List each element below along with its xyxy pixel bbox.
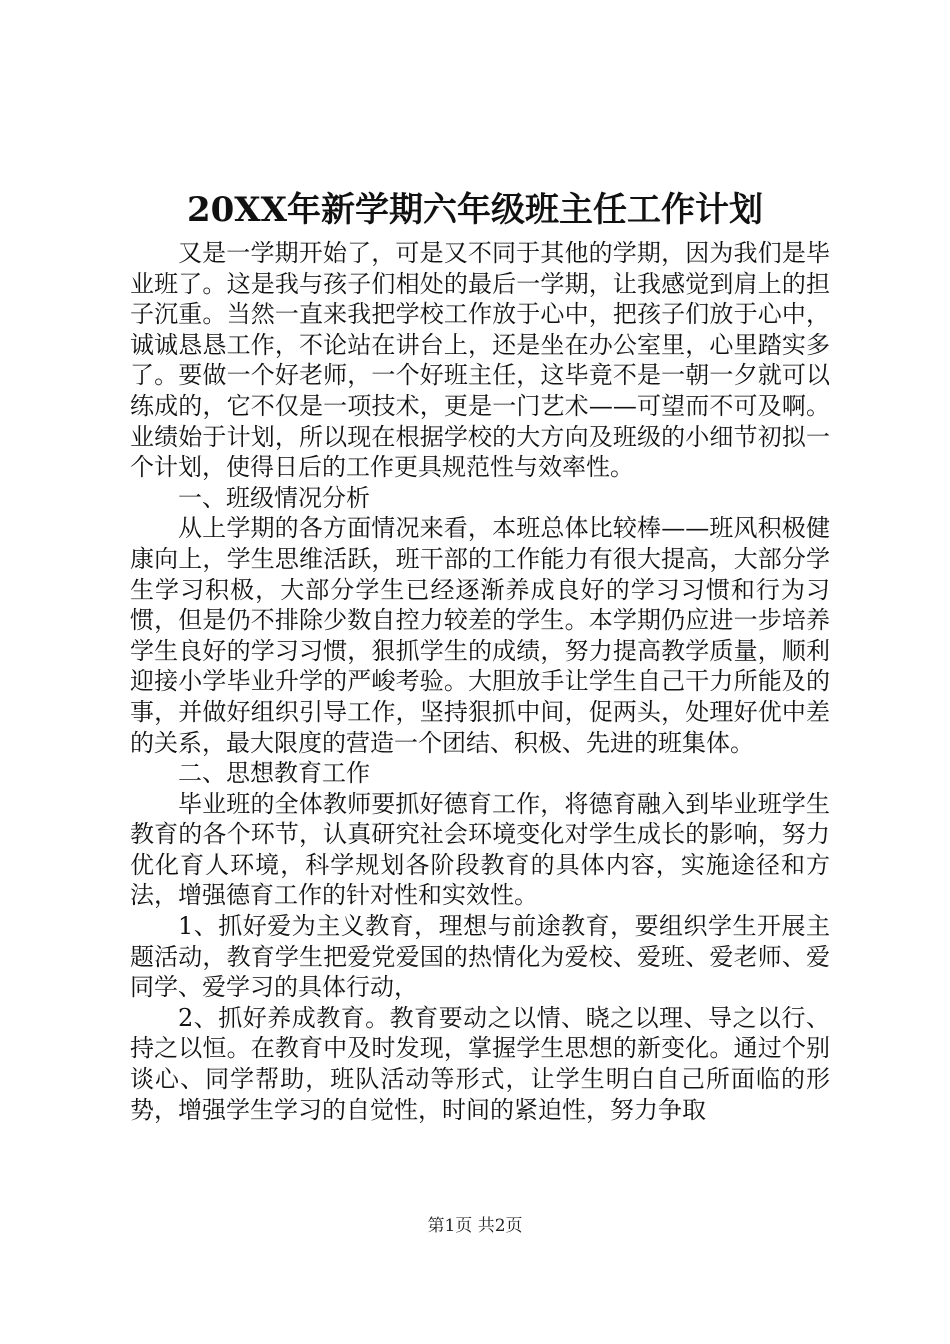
paragraph-ideological-education: 毕业班的全体教师要抓好德育工作，将德育融入到毕业班学生教育的各个环节，认真研究社会环境变化对学生成长的影响，努力优化育人环境，科学规划各阶段教育的具体内容，实施途径和方法，增强德育工作的针对性和实效性。 — [130, 789, 830, 910]
page-number-footer: 第1页 共2页 — [427, 1216, 523, 1236]
section-heading-ideological-education: 二、思想教育工作 — [178, 759, 370, 788]
paragraph-item-2: 2、抓好养成教育。教育要动之以情、晓之以理、导之以行、持之以恒。在教育中及时发现，掌握学生思想的新变化。通过个别谈心、同学帮助，班队活动等形式，让学生明白自己所面临的形势，增强学生学习的自觉性，时间的紧迫性，努力争取 — [130, 1003, 830, 1124]
paragraph-class-analysis: 从上学期的各方面情况来看，本班总体比较棒——班风积极健康向上，学生思维活跃，班干部的工作能力有很大提高，大部分学生学习积极，大部分学生已经逐渐养成良好的学习习惯和行为习惯，但是仍不排除少数自控力较差的学生。本学期仍应进一步培养学生良好的学习习惯，狠抓学生的成绩，努力提高教学质量，顺利迎接小学毕业升学的严峻考验。大胆放手让学生自己干力所能及的事，并做好组织引导工作，坚持狠抓中间，促两头，处理好优中差的关系，最大限度的营造一个团结、积极、先进的班集体。 — [130, 514, 830, 757]
document-title: 20XX年新学期六年级班主任工作计划 — [186, 190, 764, 230]
section-heading-class-analysis: 一、班级情况分析 — [178, 483, 370, 512]
document-body — [130, 238, 830, 1125]
paragraph-item-1: 1、抓好爱为主义教育，理想与前途教育，要组织学生开展主题活动，教育学生把爱党爱国的热情化为爱校、爱班、爱老师、爱同学、爱学习的具体行动， — [130, 912, 830, 1002]
paragraph-intro: 又是一学期开始了，可是又不同于其他的学期，因为我们是毕业班了。这是我与孩子们相处的最后一学期，让我感觉到肩上的担子沉重。当然一直来我把学校工作放于心中，把孩子们放于心中，诚诚恳恳工作，不论站在讲台上，还是坐在办公室里，心里踏实多了。要做一个好老师，一个好班主任，这毕竟不是一朝一夕就可以练成的，它不仅是一项技术，更是一门艺术——可望而不可及啊。业绩始于计划，所以现在根据学校的大方向及班级的小细节初拟一个计划，使得日后的工作更具规范性与效率性。 — [130, 239, 830, 482]
